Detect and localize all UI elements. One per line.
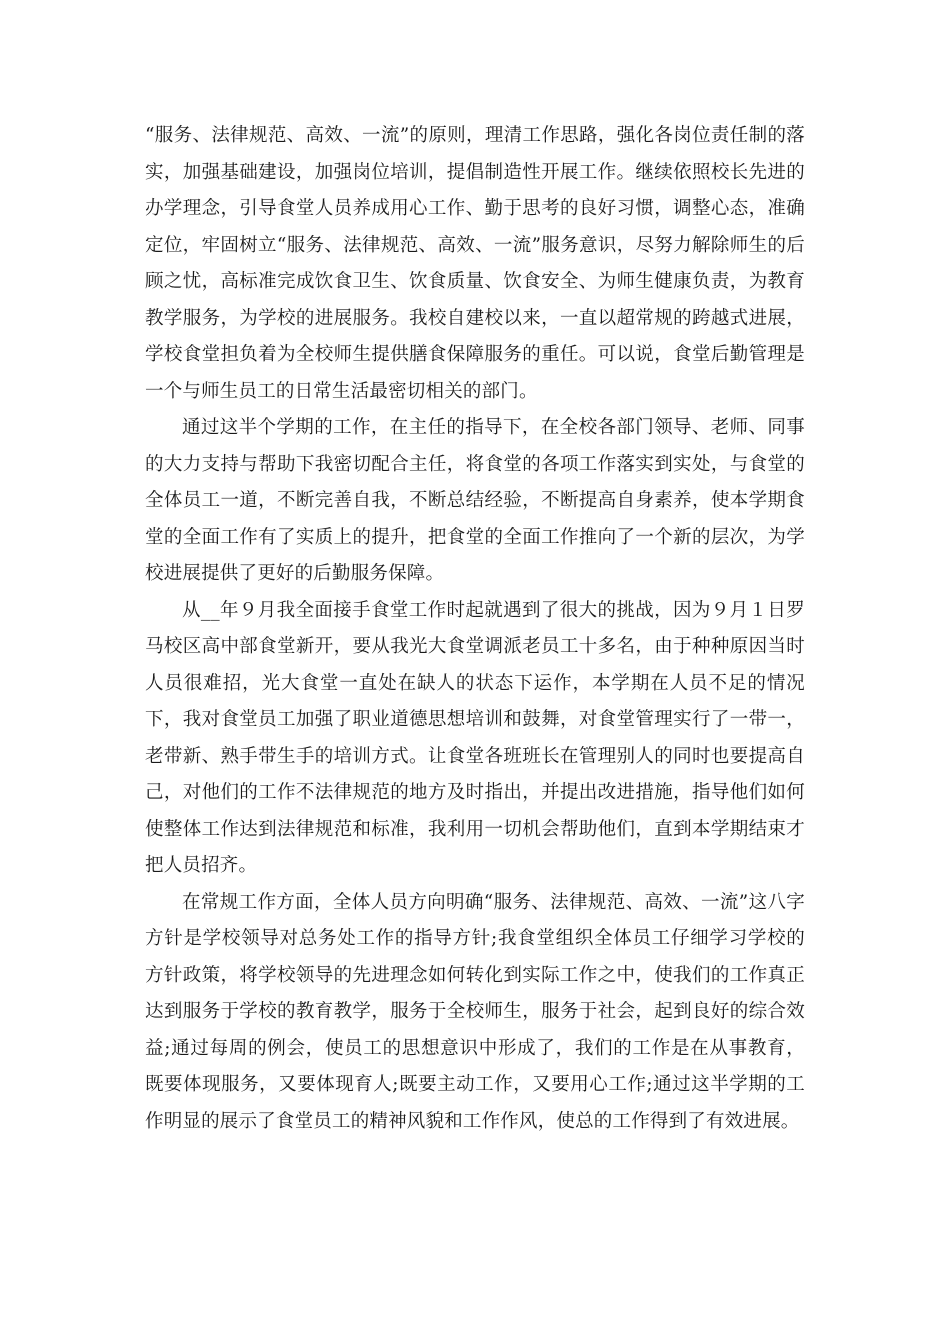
paragraph-2: 通过这半个学期的工作，在主任的指导下，在全校各部门领导、老师、同事的大力支持与帮助下我密切配合主任，将食堂的各项工作落实到实处，与食堂的全体员工一道，不断完善自我，不断总结经验，不断提高自身素养，使本学期食堂的全面工作有了实质上的提升，把食堂的全面工作推向了一个新的层次，为学校进展提供了更好的后勤服务保障。 [145, 417, 805, 584]
paragraph-3: 从__年９月我全面接手食堂工作时起就遇到了很大的挑战，因为９月１日罗马校区高中部食堂新开，要从我光大食堂调派老员工十多名，由于种种原因当时人员很难招，光大食堂一直处在缺人的状态下运作，本学期在人员不足的情况下，我对食堂员工加强了职业道德思想培训和鼓舞，对食堂管理实行了一带一，老带新、熟手带生手的培训方式。让食堂各班班长在管理别人的同时也要提高自己，对他们的工作不法律规范的地方及时指出，并提出改进措施，指导他们如何使整体工作达到法律规范和标准，我利用一切机会帮助他们，直到本学期结束才把人员招齐。 [145, 599, 805, 876]
paragraph-4: 在常规工作方面，全体人员方向明确“服务、法律规范、高效、一流”这八字方针是学校领导对总务处工作的指导方针;我食堂组织全体员工仔细学习学校的方针政策，将学校领导的先进理念如何转化到实际工作之中，使我们的工作真正达到服务于学校的教育教学，服务于全校师生，服务于社会，起到良好的综合效益;通过每周的例会，使员工的思想意识中形成了，我们的工作是在从事教育，既要体现服务，又要体现育人;既要主动工作，又要用心工作;通过这半学期的工作明显的展示了食堂员工的精神风貌和工作作风，使总的工作得到了有效进展。 [145, 891, 805, 1132]
document-body [145, 118, 805, 1140]
paragraph-1: “服务、法律规范、高效、一流”的原则，理清工作思路，强化各岗位责任制的落实，加强基础建设，加强岗位培训，提倡制造性开展工作。继续依照校长先进的办学理念，引导食堂人员养成用心工作、勤于思考的良好习惯，调整心态，准确定位，牢固树立“服务、法律规范、高效、一流”服务意识，尽努力解除师生的后顾之忧，高标准完成饮食卫生、饮食质量、饮食安全、为师生健康负责，为教育教学服务，为学校的进展服务。我校自建校以来，一直以超常规的跨越式进展，学校食堂担负着为全校师生提供膳食保障服务的重任。可以说，食堂后勤管理是一个与师生员工的日常生活最密切相关的部门。 [145, 125, 805, 402]
